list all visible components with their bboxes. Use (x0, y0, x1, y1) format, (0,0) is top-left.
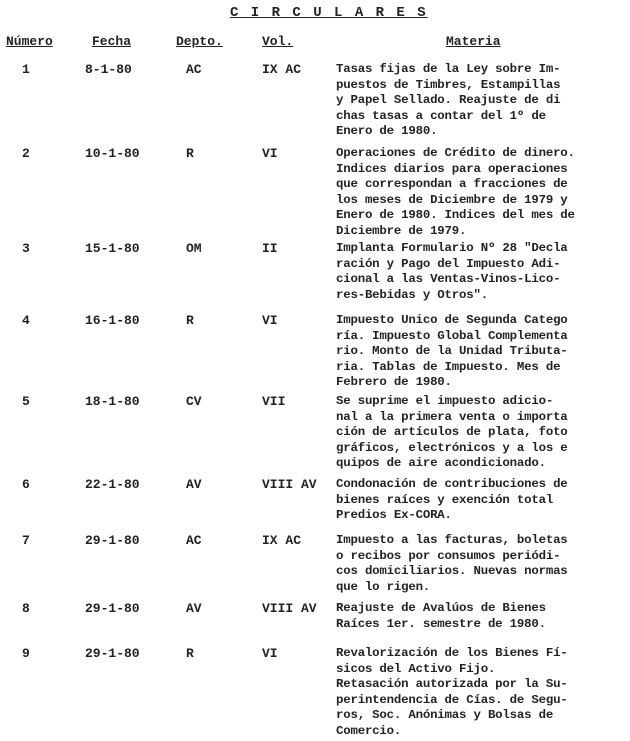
materia-line: ría. Impuesto Global Complementa (336, 328, 568, 343)
materia-line: Se suprime el impuesto adicio- (336, 394, 554, 408)
materia-line: quipos de aire acondicionado. (336, 456, 546, 470)
materia-line: Condonación de contribuciones de (336, 477, 568, 491)
materia-line: Impuesto a las facturas, boletas (336, 533, 568, 547)
row-materia (336, 533, 612, 595)
header-materia: Materia (446, 34, 501, 49)
materia-line: chas tasas a contar del 1º de (336, 108, 546, 123)
row-depto: AC (186, 62, 202, 77)
row-vol: II (262, 241, 278, 256)
row-vol: VI (262, 646, 278, 661)
row-depto: AV (186, 477, 202, 492)
row-depto: R (186, 646, 194, 661)
header-depto: Depto. (176, 34, 223, 49)
materia-line: Comercio. (336, 723, 402, 738)
row-fecha: 22-1-80 (85, 477, 140, 492)
row-depto: AC (186, 533, 202, 548)
materia-line: ria. Tablas de Impuesto. Mes de (336, 359, 561, 374)
row-vol: VIII AV (262, 477, 317, 492)
materia-line: Revalorización de los Bienes Fí- (336, 646, 568, 660)
header-numero: Número (6, 34, 53, 49)
row-materia (336, 601, 612, 632)
materia-line: ración y Pago del Impuesto Adi- (336, 256, 561, 271)
row-materia (336, 146, 612, 239)
materia-line: ción de artículos de plata, foto (336, 425, 568, 439)
row-fecha: 29-1-80 (85, 601, 140, 616)
materia-line: Indices diarios para operaciones (336, 161, 568, 176)
row-numero: 8 (22, 601, 30, 616)
row-depto: CV (186, 394, 202, 409)
page-title: C I R C U L A R E S (230, 5, 428, 21)
row-fecha: 8-1-80 (85, 62, 132, 77)
row-fecha: 15-1-80 (85, 241, 140, 256)
materia-line: res-Bebidas y Otros". (336, 287, 488, 302)
row-fecha: 18-1-80 (85, 394, 140, 409)
row-materia (336, 62, 612, 140)
materia-line: que correspondan a fracciones de (336, 177, 568, 191)
materia-line: Impuesto Unico de Segunda Catego (336, 313, 568, 327)
materia-line: ros, Soc. Anónimas y Bolsas de (336, 708, 554, 722)
row-depto: R (186, 146, 194, 161)
row-numero: 6 (22, 477, 30, 492)
materia-line: Reajuste de Avalúos de Bienes (336, 601, 546, 615)
row-numero: 4 (22, 313, 30, 328)
materia-line: perintendencia de Cías. de Segu- (336, 692, 568, 707)
row-fecha: 29-1-80 (85, 646, 140, 661)
materia-line: gráficos, electrónicos y a los e (336, 440, 568, 455)
row-numero: 1 (22, 62, 30, 77)
materia-line: y Papel Sellado. Reajuste de di (336, 93, 561, 107)
row-vol: VI (262, 146, 278, 161)
materia-line: cos domiciliarios. Nuevas normas (336, 564, 568, 578)
row-materia (336, 477, 612, 524)
materia-line: Enero de 1980. Indices del mes de (336, 208, 575, 222)
row-materia (336, 646, 612, 739)
materia-line: Febrero de 1980. (336, 375, 452, 389)
row-numero: 5 (22, 394, 30, 409)
row-vol: VI (262, 313, 278, 328)
materia-line: Operaciones de Crédito de dinero. (336, 146, 575, 160)
row-numero: 9 (22, 646, 30, 661)
row-materia (336, 313, 612, 391)
materia-line: cional a las Ventas-Vinos-Lico- (336, 272, 561, 286)
materia-line: los meses de Diciembre de 1979 y (336, 192, 568, 207)
materia-line: Tasas fijas de la Ley sobre Im- (336, 62, 561, 76)
row-numero: 7 (22, 533, 30, 548)
materia-line: Raíces 1er. semestre de 1980. (336, 616, 546, 631)
row-vol: IX AC (262, 533, 302, 548)
materia-line: puestos de Timbres, Estampillas (336, 77, 561, 92)
materia-line: bienes raíces y exención total (336, 492, 554, 507)
row-materia (336, 394, 612, 472)
row-vol: VIII AV (262, 601, 317, 616)
materia-line: o recibos por consumos periódi- (336, 548, 561, 563)
row-fecha: 29-1-80 (85, 533, 140, 548)
row-numero: 2 (22, 146, 30, 161)
header-vol: Vol. (262, 34, 294, 49)
materia-line: Diciembre de 1979. (336, 223, 467, 238)
materia-line: rio. Monto de la Unidad Tributa- (336, 344, 568, 358)
materia-line: sicos del Activo Fijo. (336, 661, 496, 676)
materia-line: Implanta Formulario Nº 28 "Decla (336, 241, 568, 255)
row-materia (336, 241, 612, 303)
materia-line: nal a la primera venta o importa (336, 409, 568, 424)
row-depto: OM (186, 241, 202, 256)
row-depto: AV (186, 601, 202, 616)
materia-line: Retasación autorizada por la Su- (336, 677, 568, 691)
materia-line: Enero de 1980. (336, 124, 438, 138)
row-fecha: 10-1-80 (85, 146, 140, 161)
materia-line: Predios Ex-CORA. (336, 508, 452, 522)
row-fecha: 16-1-80 (85, 313, 140, 328)
row-depto: R (186, 313, 194, 328)
row-vol: VII (262, 394, 286, 409)
row-vol: IX AC (262, 62, 302, 77)
header-fecha: Fecha (92, 34, 132, 49)
row-numero: 3 (22, 241, 30, 256)
materia-line: que lo rigen. (336, 579, 431, 594)
